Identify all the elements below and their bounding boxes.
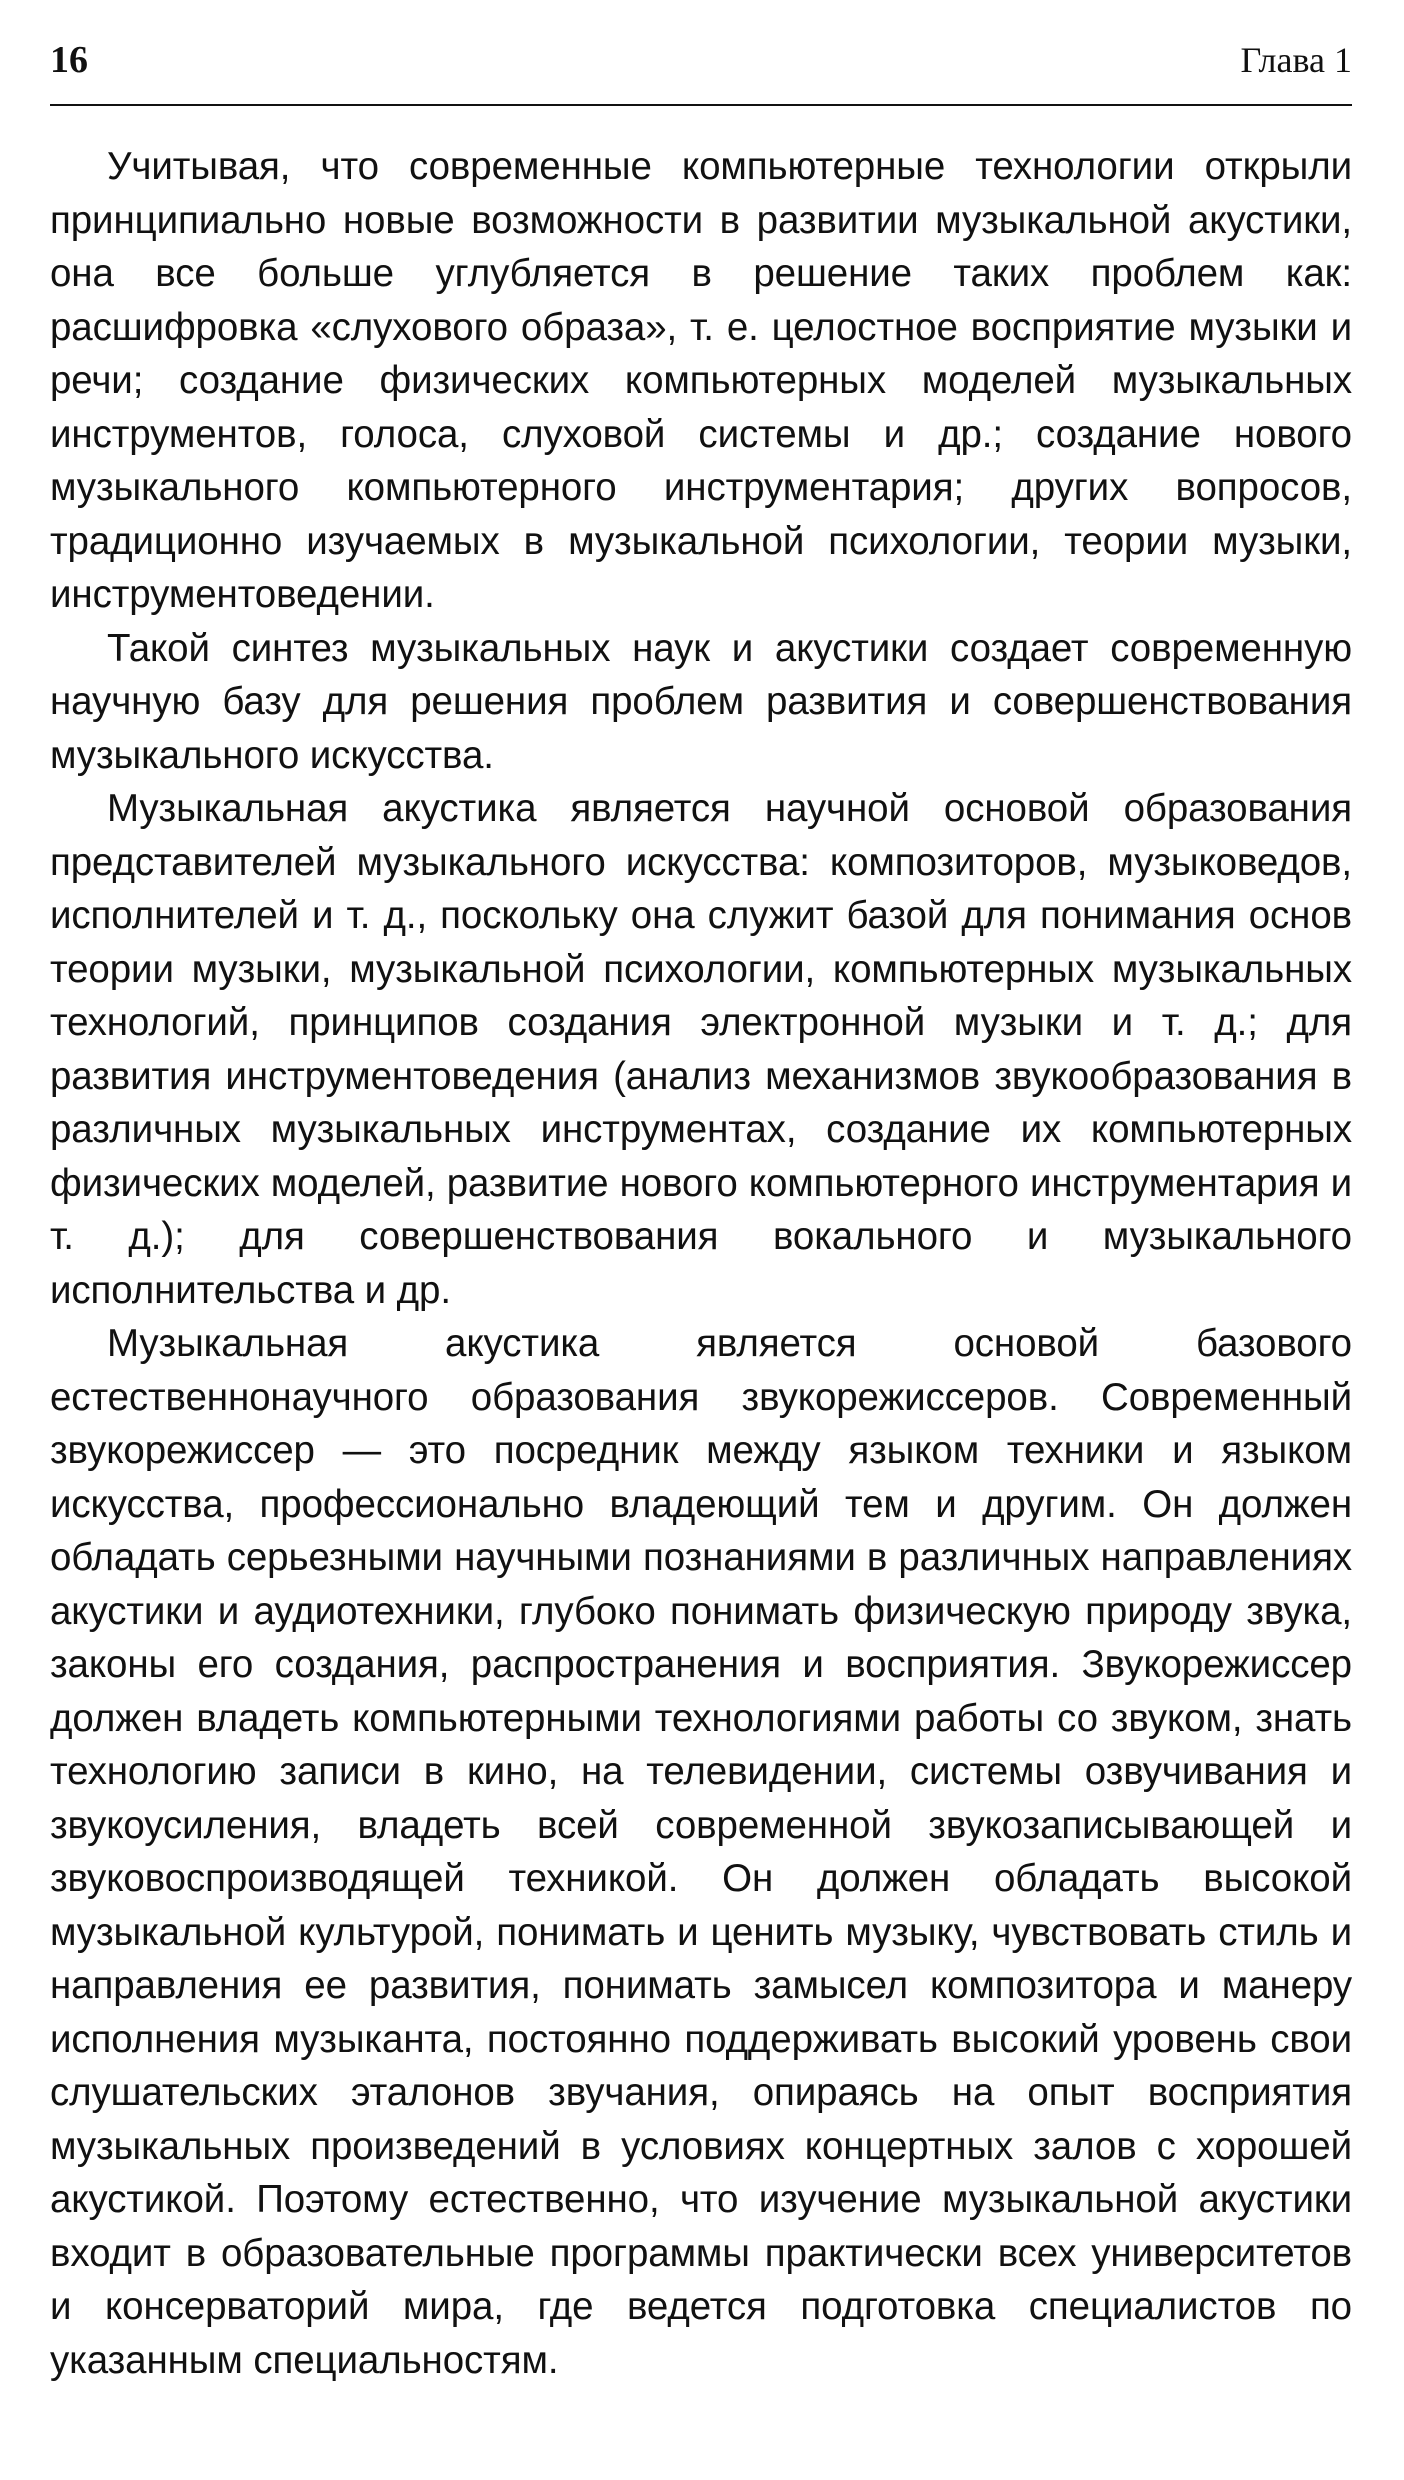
page-number: 16: [50, 39, 88, 81]
page-header: [50, 36, 1352, 100]
running-head-chapter: Глава 1: [1240, 40, 1352, 80]
body-text: [50, 140, 1352, 2387]
header-rule: [50, 104, 1352, 106]
paragraph-2: Такой синтез музыкальных наук и акустики создает современную научную базу для решения проблем развития и совершенствования музыкального искусства.: [50, 626, 1352, 777]
paragraph-4: Музыкальная акустика является основой базового естественнонаучного образования звукорежиссеров. Современный звукорежиссер — это посредник между языком техники и языком искусства, профессионально владеющий тем и другим. Он должен обладать серьезными научными познаниями в различных направлениях акустики и аудиотехники, глубоко понимать физическую природу звука, законы его создания, распространения и восприятия. Звукорежиссер должен владеть компьютерными технологиями работы со звуком, знать технологию записи в кино, на телевидении, системы озвучивания и звукоусиления, владеть всей современной звукозаписывающей и звуковоспроизводящей техникой. Он должен обладать высокой музыкальной культурой, понимать и ценить музыку, чувствовать стиль и направления ее развития, понимать замысел композитора и манеру исполнения музыканта, постоянно поддерживать высокий уровень свои слушательских эталонов звучания, опираясь на опыт восприятия музыкальных произведений в условиях концертных залов с хорошей акустикой. Поэтому естественно, что изучение музыкальной акустики входит в образовательные программы практически всех университетов и консерваторий мира, где ведется подготовка специалистов по указанным специальностям.: [50, 1322, 1352, 2382]
paragraph-1: Учитывая, что современные компьютерные технологии открыли принципиально новые возможности в развитии музыкальной акустики, она все больше углубляется в решение таких проблем как: расшифровка «слухового образа», т. е. целостное восприятие музыки и речи; создание физических компьютерных моделей музыкальных инструментов, голоса, слуховой системы и др.; создание нового музыкального компьютерного инструментария; других вопросов, традиционно изучаемых в музыкальной психологии, теории музыки, инструментоведении.: [50, 145, 1352, 616]
paragraph-3: Музыкальная акустика является научной основой образования представителей музыкального искусства: композиторов, музыковедов, исполнителей и т. д., поскольку она служит базой для понимания основ теории музыки, музыкальной психологии, компьютерных музыкальных технологий, принципов создания электронной музыки и т. д.; для развития инструментоведения (анализ механизмов звукообразования в различных музыкальных инструментах, создание их компьютерных физических моделей, развитие нового компьютерного инструментария и т. д.); для совершенствования вокального и музыкального исполнительства и др.: [50, 787, 1352, 1312]
